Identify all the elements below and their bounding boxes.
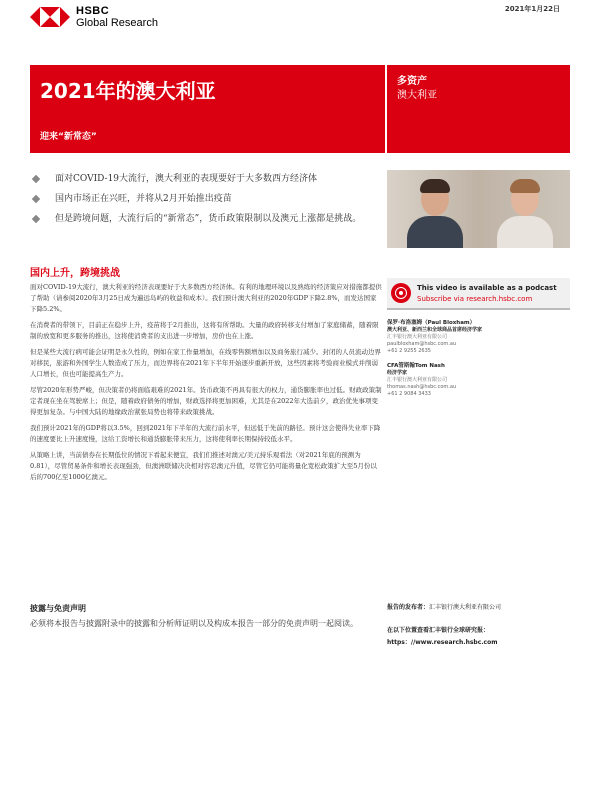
contact-org: 汇丰银行澳大利亚有限公司 [387, 377, 448, 383]
view-more-text: 在以下位置查看汇丰银行全球研究报： [387, 627, 490, 634]
hsbc-hexagon-icon [30, 7, 70, 27]
analyst-contacts [387, 320, 570, 406]
key-point-text: 面对COVID-19大流行，澳大利亚的表现要好于大多数西方经济体 [55, 174, 318, 184]
diamond-bullet-icon [32, 195, 40, 203]
contact-role: 经济学家 [387, 370, 408, 376]
podcast-title: This video is available as a podcast [417, 284, 557, 292]
asset-class-label: 多资产 [397, 76, 427, 87]
report-date: 2021年1月22日 [504, 5, 560, 13]
podcast-icon [391, 283, 411, 303]
podcast-subscribe-link[interactable]: Subscribe via research.hsbc.com [417, 295, 533, 303]
key-point [30, 212, 380, 227]
key-point-text: 但是跨境问题，大流行后的“新常态”，货币政策限制以及澳元上涨都是挑战。 [55, 214, 362, 224]
contact-card [387, 320, 570, 355]
hsbc-logo [30, 6, 158, 28]
paragraph: 但是某些大流行病可能会证明是永久性的，例如在家工作量增加，在线零售额增加以及商务旅行减少。封闭的人员流动边界对移民，旅游和外国学生人数造成了压力，而边界将在2021年下半年开始逐步重新开放，这些因素将考验商业模式并削弱人口增长，但也可能提高生产力。 [30, 348, 381, 378]
brand-name: HSBC [76, 4, 110, 17]
issuer-name: 汇丰银行澳大利亚有限公司 [429, 604, 502, 611]
paragraph: 尽管2020年形势严峻，但决策者仍将面临艰难的2021年。货币政策不再具有很大的权力，通货膨胀率也过低。财政政策制定者现在坐在驾驶席上；但是，随着政府债务的增加，财政选择将更加困难，尤其是在2022年大选前夕，政治优先事项变得更加复杂。与中国大陆的地缘政治紧张局势也将带来政策挑战。 [30, 386, 382, 416]
key-point [30, 192, 380, 207]
region-label: 澳大利亚 [397, 90, 437, 101]
brand-subtitle: Global Research [76, 16, 158, 29]
disclosure-section [30, 603, 380, 630]
contact-phone: +61 2 9084 3433 [387, 391, 431, 397]
paragraph: 从策略上讲，当前债券在长期低位的情况下看起来便宜，我们们推述对澳元/美元持乐观看法（对2021年底的预测为0.81），尽管贸易条件和增长表现强劲，但澳洲联储决决相对容忍澳元升值，尽管它仍可能将量化宽松政策扩大至5月份以后的700亿至1000亿澳元。 [30, 451, 377, 481]
paragraph: 面对COVID-19大流行，澳大利亚的经济表现要好于大多数西方经济体。有利的地理环境以及熟练的经济策应对措施都提供了帮助（请参阅2020年3月25日成为遍远岛屿的收益和成本）。我们预计澳大利亚的2020年GDP下降2.8%，而发达国家下降5.2%。 [30, 283, 382, 313]
contact-name: 保罗·布洛塞姆（Paul Bloxham） [387, 320, 476, 326]
diamond-bullet-icon [32, 215, 40, 223]
title-banner [30, 65, 385, 153]
issuer-section [387, 602, 577, 646]
video-thumbnail[interactable] [387, 170, 570, 248]
contact-card [387, 363, 570, 398]
diamond-bullet-icon [32, 175, 40, 183]
contact-email[interactable]: thomas.nash@hsbc.com.au [387, 384, 457, 390]
category-banner [387, 65, 570, 153]
page-title: 2021年的澳大利亚 [40, 79, 216, 103]
url-prefix: https： [387, 639, 411, 646]
issuer-line [387, 602, 577, 611]
disclosure-heading: 披露与免责声明 [30, 604, 86, 613]
issuer-label: 报告的发布者： [387, 604, 430, 611]
key-point [30, 172, 380, 187]
contact-org: 汇丰银行澳大利亚有限公司 [387, 334, 448, 340]
speaker-photo [403, 172, 467, 248]
section-heading: 国内上升，跨境挑战 [30, 268, 120, 279]
contact-email[interactable]: paulbloxham@hsbc.com.au [387, 341, 457, 347]
contact-name: CFA管斯翰Tom Nash [387, 363, 445, 369]
podcast-banner[interactable] [387, 278, 570, 310]
research-link[interactable] [387, 637, 577, 646]
contact-phone: +61 2 9255 2635 [387, 348, 431, 354]
speaker-photo [493, 172, 557, 248]
disclosure-text: 必须将本报告与披露附录中的披露和分析师证明以及构成本报告一部分的免责声明一起阅读。 [30, 619, 358, 628]
page-subtitle: 迎来“新常态” [40, 132, 97, 142]
contact-role: 澳大利亚、新西兰和全球商品首席经济学家 [387, 327, 483, 333]
key-points [30, 172, 380, 232]
paragraph: 我们预计2021年的GDP将以3.5%，回到2021年下半年的大流行前水平，但远低于先前的路径。预计这会使得失业率下降的速度要比上升速度慢，这给工资增长和通货膨胀带来压力，这将使利率长期保持较低水平。 [30, 424, 381, 443]
url-text[interactable]: //www.research.hsbc.com [410, 639, 498, 646]
paragraph: 在消费者的带领下，目前正在稳步上升，疫苗将于2月推出，这将有所帮助。大量的政府转移支付增加了家庭储蓄，随着限制的放宽和更多服务的推出，这将使消费者的支出进一步增加，房价也在上涨。 [30, 321, 379, 340]
key-point-text: 国内市场正在兴旺，并将从2月开始推出疫苗 [55, 194, 232, 204]
body-text [30, 282, 382, 488]
